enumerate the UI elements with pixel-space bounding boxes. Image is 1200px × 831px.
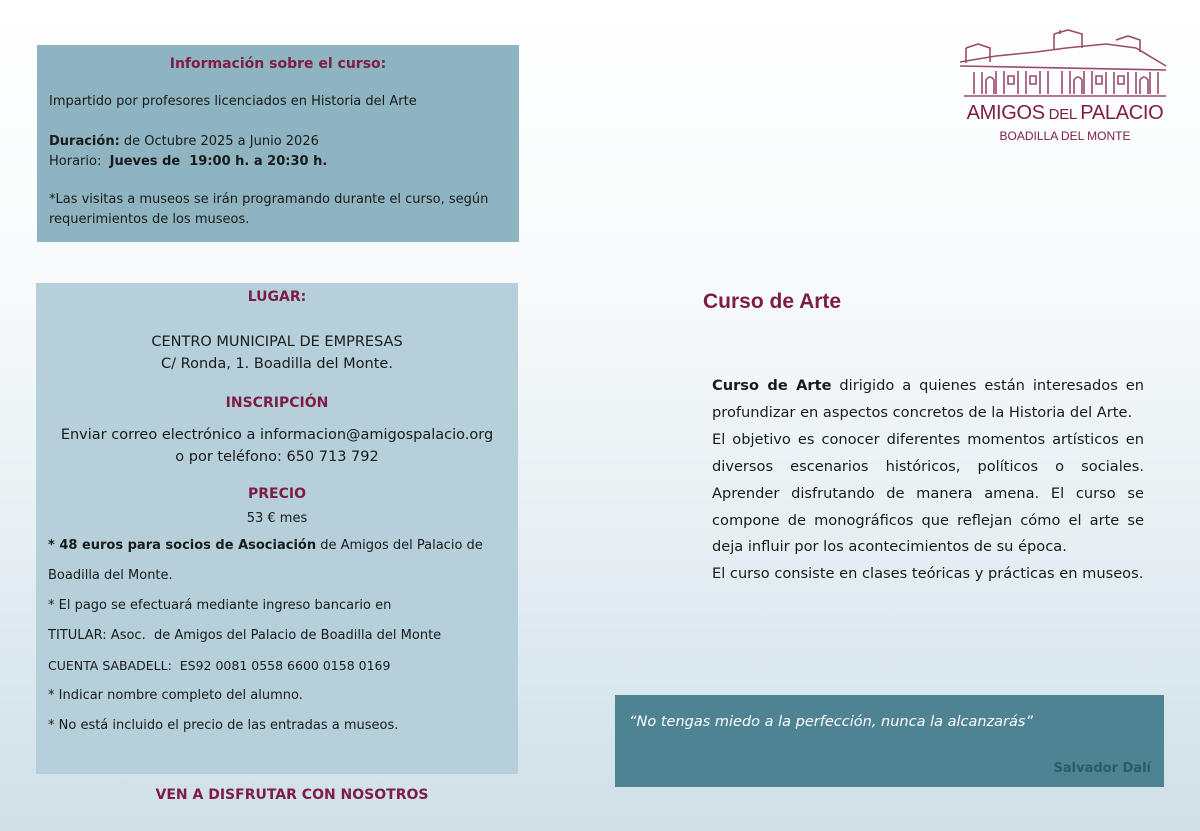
course-info-title: Información sobre el curso:	[169, 56, 387, 72]
taught-by-text: Impartido por profesores licenciados en Historia del Arte	[49, 94, 417, 109]
price-amount: 53 € mes	[246, 511, 308, 526]
registration-title: INSCRIPCIÓN	[225, 395, 329, 411]
palace-icon	[956, 26, 1170, 102]
course-description	[712, 373, 1144, 588]
course-description-p1	[712, 373, 1144, 427]
logo-place: BOADILLA DEL MONTE	[999, 129, 1131, 143]
members-price-rest: de Amigos del Palacio de	[316, 538, 483, 553]
quote-box	[615, 695, 1164, 787]
tickets-note: * No está incluido el precio de las entradas a museos.	[48, 718, 399, 733]
schedule-value: Jueves de 19:00 h. a 20:30 h.	[109, 154, 328, 169]
course-title: Curso de Arte	[703, 290, 842, 313]
members-price-line	[48, 531, 506, 561]
payment-note: * El pago se efectuará mediante ingreso bancario en	[48, 598, 392, 613]
duration-label: Duración:	[49, 134, 120, 149]
full-name-note: * Indicar nombre completo del alumno.	[48, 688, 303, 703]
location-line-1: CENTRO MUNICIPAL DE EMPRESAS	[151, 334, 403, 350]
logo-name-part-2: DEL	[1044, 106, 1081, 123]
duration-value: de Octubre 2025 a Junio 2026	[119, 134, 319, 149]
quote-text: “No tengas miedo a la perfección, nunca la alcanzarás”	[629, 714, 1033, 730]
location-line-2: C/ Ronda, 1. Boadilla del Monte.	[161, 356, 393, 372]
museum-visits-note: *Las visitas a museos se irán programando durante el curso, según requerimientos de los museos.	[49, 192, 489, 227]
bank-account: CUENTA SABADELL: ES92 0081 0558 6600 0158 0169	[48, 658, 391, 673]
logo-name	[960, 102, 1170, 125]
duration-line	[49, 132, 507, 152]
course-description-p3: El curso consiste en clases teóricas y prácticas en museos.	[712, 565, 1144, 583]
course-description-rest: dirigido a quienes están interesados en profundizar en aspectos concretos de la Historia del Arte.	[712, 377, 1144, 421]
registration-email-line: Enviar correo electrónico a informacion@amigospalacio.org	[60, 427, 494, 443]
course-description-bold: Curso de Arte	[712, 377, 832, 394]
join-us-tagline: VEN A DISFRUTAR CON NOSOTROS	[155, 787, 429, 803]
location-title: LUGAR:	[247, 289, 307, 305]
location-price-box	[36, 283, 518, 774]
schedule-line	[49, 152, 507, 172]
registration-phone-line: o por teléfono: 650 713 792	[175, 449, 379, 465]
course-description-p2: El objetivo es conocer diferentes momentos artísticos en diversos escenarios históricos, políticos o sociales. Aprender disfrutando de manera amena. El curso se compone de monográficos que reflejan cómo el arte se deja influir por los acontecimientos de su época.	[712, 430, 1144, 556]
schedule-label: Horario:	[49, 154, 110, 169]
course-info-box	[37, 45, 519, 242]
price-title: PRECIO	[248, 486, 306, 502]
members-price-line-2: Boadilla del Monte.	[48, 568, 173, 583]
amigos-del-palacio-logo	[956, 26, 1170, 148]
members-price-bold: * 48 euros para socios de Asociación	[48, 538, 317, 553]
quote-author: Salvador Dalí	[1053, 761, 1151, 776]
account-holder: TITULAR: Asoc. de Amigos del Palacio de Boadilla del Monte	[48, 628, 442, 643]
logo-name-part-1: AMIGOS	[966, 102, 1045, 124]
logo-name-part-3: PALACIO	[1080, 102, 1164, 124]
